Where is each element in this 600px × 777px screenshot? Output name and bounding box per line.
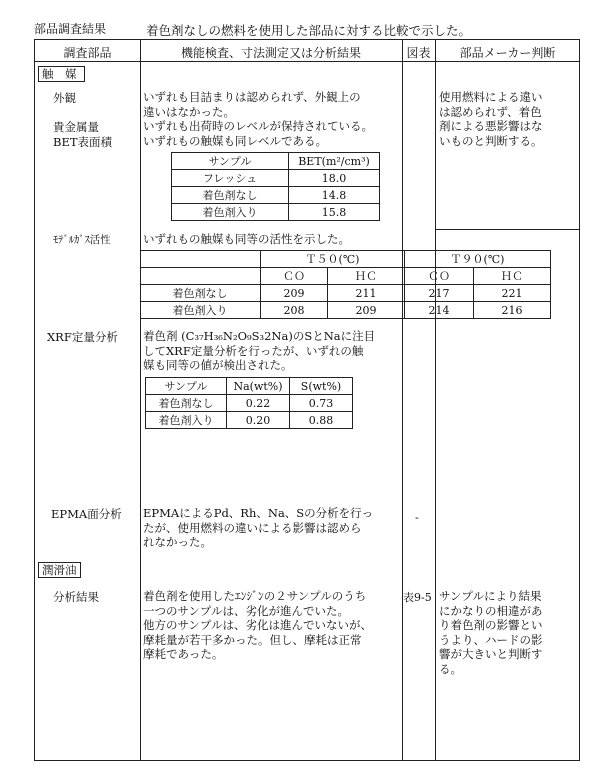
table-cell: ＣＯ (261, 268, 328, 285)
table-cell: 着色剤入り (140, 302, 261, 319)
text-line: 一つのサンプルは、劣化が進んでいた。 (143, 603, 349, 618)
text-line: してXRF定量分析を行ったが、いずれの触 (143, 343, 364, 358)
text-bet: いずれもの触媒も同レベルである。 (143, 134, 327, 148)
table-cell: 208 (261, 302, 328, 319)
column-header-judgment: 部品メーカー判断 (459, 46, 556, 60)
table-row (140, 251, 551, 268)
activity-table (140, 250, 551, 319)
table-cell: 着色剤入り (172, 204, 289, 221)
text-line: 他方のサンプルは、劣化は進んでいないが、 (143, 618, 372, 632)
text-line: うより、ハードの影 (439, 632, 543, 647)
text-line: 響が大きいと判断す (439, 647, 543, 661)
table-cell: 15.8 (289, 204, 380, 221)
text-line: 摩耗であった。 (143, 647, 224, 661)
table-cell: フレッシュ (172, 170, 289, 187)
table-cell: ＨＣ (474, 268, 551, 285)
text-precious-metal: いずれも出荷時のレベルが保持されている。 (143, 119, 373, 133)
label-epma: EPMA面分析 (51, 507, 122, 521)
table-row (172, 187, 380, 204)
text-line: 摩耗量が若干多かった。但し、摩耗は正常 (143, 632, 362, 647)
text-line: 着色剤を使用したｴﾝｼﾞﾝの２サンプルのうち (143, 589, 367, 603)
table-cell: ＣＯ (405, 268, 474, 285)
activity-header-t90: Ｔ９０(℃) (405, 251, 551, 268)
table-cell: S(wt%) (290, 378, 353, 395)
divider (402, 40, 403, 760)
text-oil-analysis (143, 589, 372, 662)
text-appearance (143, 90, 361, 119)
text-line: 使用燃料による違い (439, 90, 543, 104)
label-oil-analysis: 分析結果 (53, 590, 99, 604)
table-cell: 221 (474, 285, 551, 302)
xrf-table (145, 377, 353, 429)
table-row (140, 285, 551, 302)
table-cell: Na(wt%) (227, 378, 290, 395)
table-cell: 0.22 (227, 395, 290, 412)
table-cell: サンプル (146, 378, 227, 395)
table-cell: 0.73 (290, 395, 353, 412)
table-row (172, 153, 380, 170)
text-line: れなかった。 (143, 535, 212, 549)
table-row (172, 204, 380, 221)
table-cell: 0.20 (227, 412, 290, 429)
activity-header-t50: Ｔ５０(℃) (261, 251, 405, 268)
divider (435, 40, 436, 760)
table-cell: 209 (261, 285, 328, 302)
bet-header-value: BET(m²/cm³) (289, 153, 380, 170)
judgment-oil (439, 589, 543, 676)
text-line: いずれも目詰まりは認められず、外観上の (143, 90, 361, 104)
table-cell: 216 (474, 302, 551, 319)
table-row (146, 378, 353, 395)
text-line: EPMAによるPd、Rh、Na、Sの分析を行っ (143, 506, 374, 520)
table-cell: 着色剤なし (140, 285, 261, 302)
label-xrf: XRF定量分析 (47, 330, 118, 344)
bet-header-sample: サンプル (172, 153, 289, 170)
document-title: 部品調査結果 (34, 22, 107, 36)
divider (140, 40, 141, 760)
text-line: 剤による悪影響はな (439, 119, 543, 133)
section-catalyst: 触 媒 (38, 66, 85, 82)
column-header-part: 調査部品 (63, 46, 112, 60)
document-subtitle: 着色剤なしの燃料を使用した部品に対する比較で示した。 (146, 23, 472, 38)
table-row (146, 395, 353, 412)
results-table (34, 39, 580, 761)
text-line: 着色剤 (C₃₇H₃₆N₂O₉S₃2Na)のSとNaに注目 (143, 329, 376, 343)
table-cell: ＨＣ (328, 268, 405, 285)
oil-figure-ref: 表9-5 (403, 591, 432, 604)
label-appearance: 外観 (53, 91, 76, 105)
text-line: にかなりの相違があ (439, 603, 543, 618)
bet-table (171, 152, 380, 221)
text-line: り着色剤の影響とい (439, 618, 543, 632)
table-cell: 14.8 (289, 187, 380, 204)
table-cell: 214 (405, 302, 474, 319)
table-cell: 209 (328, 302, 405, 319)
table-cell (140, 268, 261, 285)
epma-figure-ref: - (415, 510, 419, 524)
table-row (140, 302, 551, 319)
table-row (140, 268, 551, 285)
table-cell: 18.0 (289, 170, 380, 187)
section-oil: 潤滑油 (38, 562, 81, 578)
table-cell: 211 (328, 285, 405, 302)
text-line: 違いはなかった。 (143, 104, 235, 119)
table-cell: 217 (405, 285, 474, 302)
table-cell: 着色剤入り (146, 412, 227, 429)
label-precious-metal: 貴金属量 (53, 120, 99, 134)
judgment-divider (435, 229, 579, 230)
table-row (172, 170, 380, 187)
label-model-gas: ﾓﾃﾞﾙｶﾞｽ活性 (53, 234, 111, 246)
text-xrf (143, 329, 375, 373)
table-cell (140, 251, 261, 268)
table-cell: 0.88 (290, 412, 353, 429)
text-epma (143, 506, 373, 550)
text-line: る。 (439, 661, 462, 676)
table-cell: 着色剤なし (172, 187, 289, 204)
judgment-catalyst (439, 90, 543, 148)
table-row (146, 412, 353, 429)
text-line: 媒も同等の値が検出された。 (143, 358, 293, 372)
header-divider (35, 61, 579, 62)
text-line: いものと判断する。 (439, 133, 543, 148)
column-header-figure: 図表 (406, 46, 431, 60)
table-cell: 着色剤なし (146, 395, 227, 412)
text-line: は認められず、着色 (439, 104, 542, 119)
text-line: たが、使用燃料の違いによる影響は認めら (143, 520, 362, 535)
text-model-gas: いずれもの触媒も同等の活性を示した。 (143, 232, 350, 246)
label-bet: BET表面積 (53, 135, 113, 149)
column-header-analysis: 機能検査、寸法測定又は分析結果 (180, 46, 361, 60)
text-line: サンプルにより結果 (439, 589, 542, 603)
